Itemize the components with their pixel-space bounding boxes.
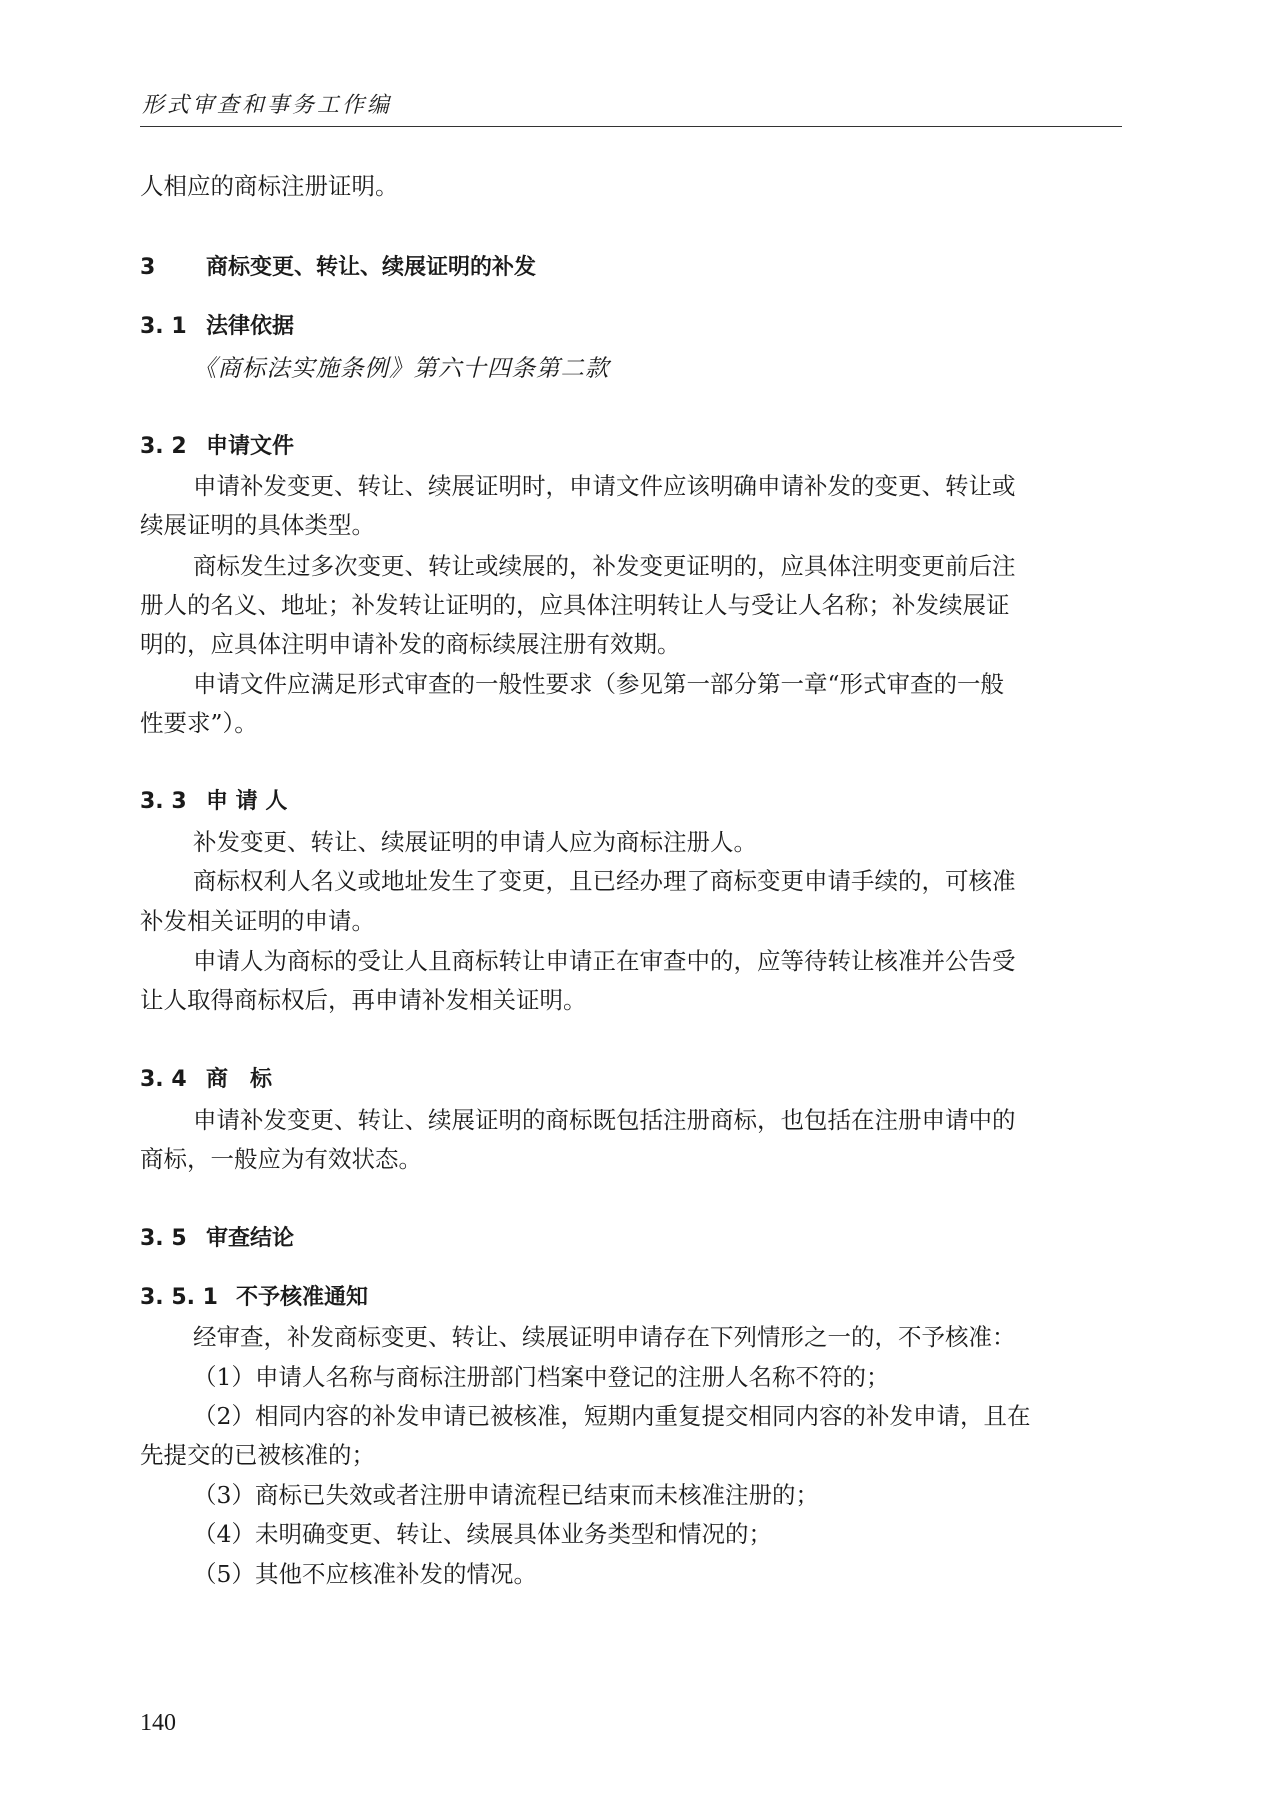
section-number: 3. 5 <box>140 1226 187 1251</box>
list-item: （3）商标已失效或者注册申请流程已结束而未核准注册的； <box>193 1481 819 1509</box>
section-3-heading <box>140 252 1122 284</box>
paragraph-line: 性要求”）。 <box>140 709 258 737</box>
section-3-5-heading <box>140 1223 1122 1255</box>
section-title: 不予核准通知 <box>236 1285 369 1310</box>
paragraph-line: 经审查，补发商标变更、转让、续展证明申请存在下列情形之一的，不予核准： <box>193 1323 1016 1351</box>
paragraph-line: 申请文件应满足形式审查的一般性要求（参见第一部分第一章“形式审查的一般 <box>193 670 1005 698</box>
paragraph-line: 商标权利人名义或地址发生了变更，且已经办理了商标变更申请手续的，可核准 <box>193 867 1016 895</box>
section-title: 商 标 <box>206 1067 273 1092</box>
section-number: 3. 1 <box>140 314 187 339</box>
paragraph-line: 明的，应具体注明申请补发的商标续展注册有效期。 <box>140 630 681 658</box>
section-3-2-heading <box>140 431 1122 463</box>
paragraph-line: 续展证明的具体类型。 <box>140 511 375 539</box>
list-item: （4）未明确变更、转让、续展具体业务类型和情况的； <box>193 1520 772 1548</box>
paragraph-line: 补发相关证明的申请。 <box>140 907 375 935</box>
section-title: 商标变更、转让、续展证明的补发 <box>206 255 537 280</box>
running-header <box>140 86 1122 127</box>
paragraph-line: 商标，一般应为有效状态。 <box>140 1145 422 1173</box>
section-number: 3. 4 <box>140 1067 187 1092</box>
intro-text: 人相应的商标注册证明。 <box>140 172 399 200</box>
paragraph-line: 册人的名义、地址；补发转让证明的，应具体注明转让人与受让人名称；补发续展证 <box>140 591 1010 619</box>
section-title: 申 请 人 <box>206 789 288 814</box>
list-item: （5）其他不应核准补发的情况。 <box>193 1560 537 1588</box>
section-title: 申请文件 <box>206 434 295 459</box>
header-title: 形式审查和事务工作编 <box>142 93 393 118</box>
paragraph-line: 申请补发变更、转让、续展证明的商标既包括注册商标，也包括在注册申请中的 <box>193 1106 1016 1134</box>
section-3-1-heading <box>140 311 1122 343</box>
list-item: （1）申请人名称与商标注册部门档案中登记的注册人名称不符的； <box>193 1363 890 1391</box>
section-number: 3. 5. 1 <box>140 1285 218 1310</box>
list-item-continuation: 先提交的已被核准的； <box>140 1441 375 1469</box>
paragraph-line: 商标发生过多次变更、转让或续展的，补发变更证明的，应具体注明变更前后注 <box>193 552 1016 580</box>
paragraph-line: 让人取得商标权后，再申请补发相关证明。 <box>140 986 587 1014</box>
section-number: 3. 2 <box>140 434 187 459</box>
section-3-4-heading <box>140 1064 1122 1096</box>
section-title: 法律依据 <box>206 314 295 339</box>
section-3-5-1-heading <box>140 1282 1122 1314</box>
page-number: 140 <box>140 1710 176 1736</box>
section-3-3-heading <box>140 786 1122 818</box>
paragraph-line: 申请人为商标的受让人且商标转让申请正在审查中的，应等待转让核准并公告受 <box>193 947 1016 975</box>
list-item: （2）相同内容的补发申请已被核准，短期内重复提交相同内容的补发申请，且在 <box>193 1402 1031 1430</box>
section-number: 3 <box>140 255 156 280</box>
legal-basis-text: 《商标法实施条例》第六十四条第二款 <box>193 354 610 382</box>
paragraph-line: 补发变更、转让、续展证明的申请人应为商标注册人。 <box>193 828 757 856</box>
paragraph-line: 申请补发变更、转让、续展证明时，申请文件应该明确申请补发的变更、转让或 <box>193 472 1016 500</box>
section-number: 3. 3 <box>140 789 187 814</box>
section-title: 审查结论 <box>206 1226 295 1251</box>
